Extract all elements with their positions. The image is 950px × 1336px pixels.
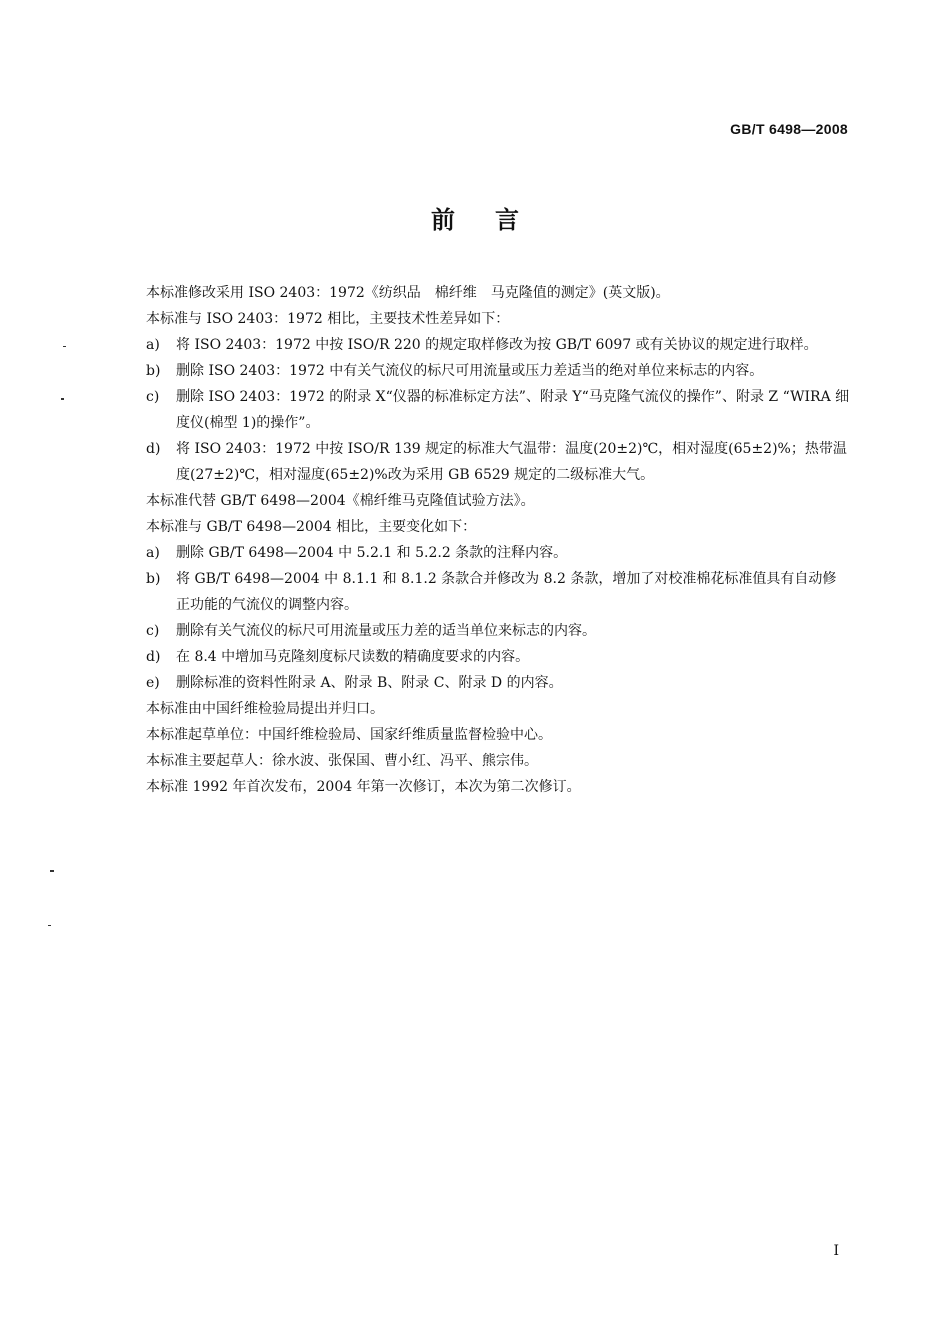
list-text: 删除 ISO 2403：1972 中有关气流仪的标尺可用流量或压力差适当的绝对单位来标志的内容。 bbox=[176, 363, 764, 379]
list-marker: a) bbox=[146, 337, 160, 353]
list-marker: e) bbox=[146, 675, 160, 691]
page-title: 前言 bbox=[431, 205, 559, 234]
foreword-body bbox=[146, 280, 850, 800]
list-item bbox=[146, 644, 850, 670]
list-item bbox=[146, 566, 850, 618]
intro-line: 本标准修改采用 ISO 2403：1972《纺织品 棉纤维 马克隆值的测定》(英文版)。 bbox=[146, 285, 670, 301]
closing-line: 本标准主要起草人：徐水波、张保国、曹小红、冯平、熊宗伟。 bbox=[146, 753, 538, 769]
list-text: 删除 ISO 2403：1972 的附录 X“仪器的标准标定方法”、附录 Y“马克隆气流仪的操作”、附录 Z “WIRA 细度仪(棉型 1)的操作”。 bbox=[176, 389, 850, 431]
middle-line: 本标准与 GB/T 6498—2004 相比，主要变化如下： bbox=[146, 519, 477, 535]
list-item bbox=[146, 670, 850, 696]
list-marker: d) bbox=[146, 441, 161, 457]
list-text: 将 ISO 2403：1972 中按 ISO/R 139 规定的标准大气温带：温度(20±2)℃，相对湿度(65±2)%；热带温度(27±2)℃，相对湿度(65±2)%改为采用 GB 6529 规定的二级标准大气。 bbox=[176, 441, 847, 483]
middle-line: 本标准代替 GB/T 6498—2004《棉纤维马克隆值试验方法》。 bbox=[146, 493, 535, 509]
list-marker: c) bbox=[146, 389, 160, 405]
list-text: 将 GB/T 6498—2004 中 8.1.1 和 8.1.2 条款合并修改为 8.2 条款，增加了对校准棉花标准值具有自动修正功能的气流仪的调整内容。 bbox=[176, 571, 837, 613]
list-marker: c) bbox=[146, 623, 160, 639]
closing-line: 本标准 1992 年首次发布，2004 年第一次修订，本次为第二次修订。 bbox=[146, 779, 581, 795]
list-marker: a) bbox=[146, 545, 160, 561]
scan-speck bbox=[50, 870, 54, 872]
page-number: I bbox=[833, 1243, 839, 1259]
list-marker: b) bbox=[146, 571, 161, 587]
list-item bbox=[146, 540, 850, 566]
list-text: 删除标准的资料性附录 A、附录 B、附录 C、附录 D 的内容。 bbox=[176, 675, 563, 691]
list-text: 删除 GB/T 6498—2004 中 5.2.1 和 5.2.2 条款的注释内容。 bbox=[176, 545, 568, 561]
list-marker: b) bbox=[146, 363, 161, 379]
closing-line: 本标准起草单位：中国纤维检验局、国家纤维质量监督检验中心。 bbox=[146, 727, 552, 743]
list-item bbox=[146, 384, 850, 436]
list-item bbox=[146, 332, 850, 358]
list-text: 在 8.4 中增加马克隆刻度标尺读数的精确度要求的内容。 bbox=[176, 649, 530, 665]
list-item bbox=[146, 436, 850, 488]
intro-line: 本标准与 ISO 2403：1972 相比，主要技术性差异如下： bbox=[146, 311, 510, 327]
list-text: 删除有关气流仪的标尺可用流量或压力差的适当单位来标志的内容。 bbox=[176, 623, 596, 639]
list-item bbox=[146, 618, 850, 644]
closing-line: 本标准由中国纤维检验局提出并归口。 bbox=[146, 701, 384, 717]
scan-speck bbox=[48, 925, 51, 926]
scan-speck bbox=[61, 398, 64, 400]
standard-code: GB/T 6498—2008 bbox=[730, 121, 848, 137]
list-item bbox=[146, 358, 850, 384]
list-text: 将 ISO 2403：1972 中按 ISO/R 220 的规定取样修改为按 GB/T 6097 或有关协议的规定进行取样。 bbox=[176, 337, 818, 353]
scan-speck bbox=[63, 346, 66, 347]
list-marker: d) bbox=[146, 649, 161, 665]
